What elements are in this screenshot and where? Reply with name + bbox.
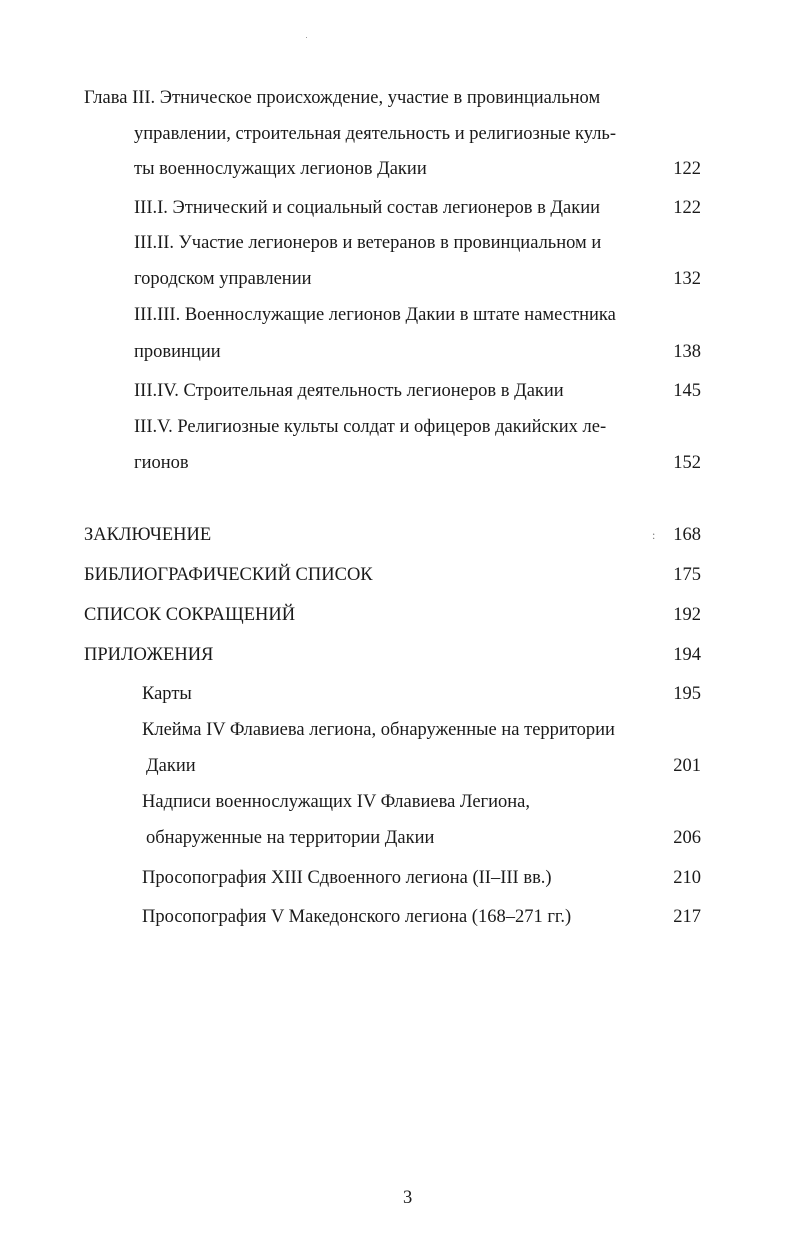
appendix-stamps-title-line-1: Клейма IV Флавиева легиона, обнаруженные на территории xyxy=(142,720,615,740)
section-3-1-page: 122 xyxy=(673,198,701,218)
section-3-3-page: 138 xyxy=(673,342,701,362)
appendices-title: ПРИЛОЖЕНИЯ xyxy=(84,645,214,665)
appendix-maps-title: Карты xyxy=(142,684,192,704)
section-3-2-page: 132 xyxy=(673,269,701,289)
abbreviations-title: СПИСОК СОКРАЩЕНИЙ xyxy=(84,605,296,625)
conclusion-page: 168 xyxy=(673,525,701,545)
bibliography-title: БИБЛИОГРАФИЧЕСКИЙ СПИСОК xyxy=(84,565,373,585)
scan-mark: : xyxy=(652,528,656,542)
appendix-stamps-page: 201 xyxy=(673,756,701,776)
appendix-inscriptions-page: 206 xyxy=(673,828,701,848)
appendix-prosopography-xiii-title: Просопография XIII Сдвоенного легиона (II–III вв.) xyxy=(142,868,552,888)
appendix-inscriptions-title-line-1: Надписи военнослужащих IV Флавиева Легиона, xyxy=(142,792,531,812)
conclusion-title: ЗАКЛЮЧЕНИЕ xyxy=(84,525,212,545)
chapter-3-title-line-3: ты военнослужащих легионов Дакии xyxy=(134,159,427,179)
section-3-5-title-line-1: III.V. Религиозные культы солдат и офицеров дакийских ле- xyxy=(134,417,607,437)
section-3-3-title-line-2: провинции xyxy=(134,342,221,362)
chapter-3-page: 122 xyxy=(673,159,701,179)
abbreviations-page: 192 xyxy=(673,605,701,625)
appendices-page: 194 xyxy=(673,645,701,665)
chapter-3-title-line-2: управлении, строительная деятельность и религиозные куль- xyxy=(134,124,617,144)
bibliography-page: 175 xyxy=(673,565,701,585)
section-3-4-page: 145 xyxy=(673,381,701,401)
section-3-4-title: III.IV. Строительная деятельность легионеров в Дакии xyxy=(134,381,564,401)
section-3-5-page: 152 xyxy=(673,453,701,473)
scan-speck xyxy=(306,37,307,38)
appendix-inscriptions-title-line-2: обнаруженные на территории Дакии xyxy=(146,828,435,848)
section-3-1-title: III.I. Этнический и социальный состав легионеров в Дакии xyxy=(134,198,601,218)
section-3-2-title-line-2: городском управлении xyxy=(134,269,312,289)
page-number: 3 xyxy=(403,1188,413,1208)
section-3-5-title-line-2: гионов xyxy=(134,453,189,473)
section-3-2-title-line-1: III.II. Участие легионеров и ветеранов в провинциальном и xyxy=(134,233,602,253)
appendix-maps-page: 195 xyxy=(673,684,701,704)
appendix-prosopography-xiii-page: 210 xyxy=(673,868,701,888)
appendix-prosopography-v-title: Просопография V Македонского легиона (168–271 гг.) xyxy=(142,907,572,927)
chapter-3-title-line-1: Глава III. Этническое происхождение, участие в провинциальном xyxy=(84,88,601,108)
appendix-prosopography-v-page: 217 xyxy=(673,907,701,927)
section-3-3-title-line-1: III.III. Военнослужащие легионов Дакии в штате наместника xyxy=(134,305,616,325)
appendix-stamps-title-line-2: Дакии xyxy=(146,756,196,776)
